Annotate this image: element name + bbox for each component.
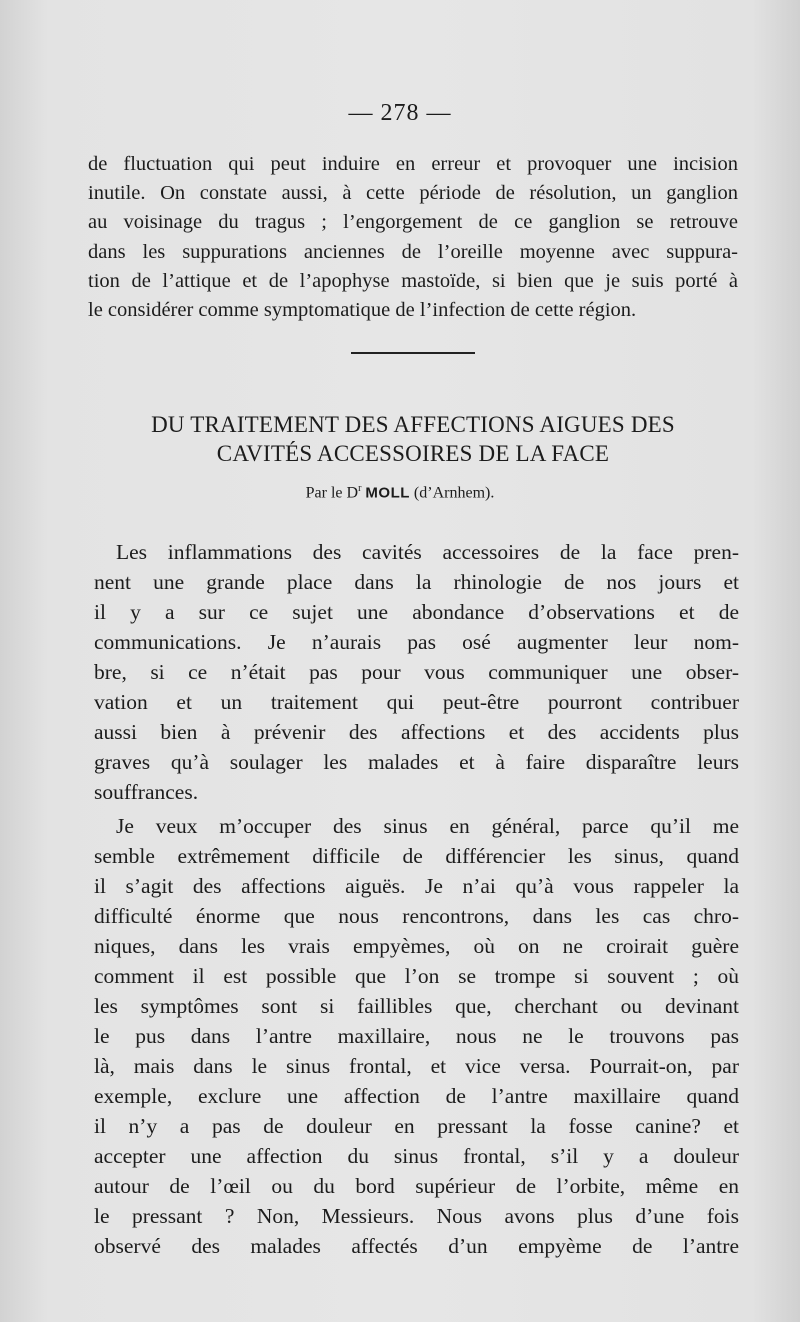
previous-paragraph [88, 150, 738, 325]
text-line: autour de l’œil ou du bord supérieur de l’orbite, même en [94, 1174, 739, 1198]
text-line: il y a sur ce sujet une abondance d’observations et de [94, 600, 739, 624]
author-name: MOLL [365, 484, 410, 502]
article-body [94, 537, 739, 1261]
text-line: bre, si ce n’était pas pour vous communiquer une obser- [94, 660, 739, 684]
text-line: tion de l’attique et de l’apophyse mastoïde, si bien que je suis porté à [88, 269, 738, 292]
text-line: exemple, exclure une affection de l’antre maxillaire quand [94, 1084, 739, 1108]
byline-prefix: Par le D [305, 484, 359, 502]
text-line: il s’agit des affections aiguës. Je n’ai qu’à vous rappeler la [94, 874, 739, 898]
author-affiliation: (d’Arnhem). [413, 484, 495, 502]
byline [0, 483, 800, 502]
text-line: communications. Je n’aurais pas osé augmenter leur nom- [94, 630, 739, 654]
text-line: le pressant ? Non, Messieurs. Nous avons plus d’une fois [94, 1204, 739, 1228]
text-line: souffrances. [94, 780, 199, 804]
text-line: les symptômes sont si faillibles que, cherchant ou devinant [94, 994, 739, 1018]
text-line: niques, dans les vrais empyèmes, où on ne croirait guère [94, 934, 739, 958]
text-line: Je veux m’occuper des sinus en général, parce qu’il me [116, 814, 739, 838]
text-line: aussi bien à prévenir des affections et des accidents plus [94, 720, 739, 744]
text-line: de fluctuation qui peut induire en erreur et provoquer une incision [88, 153, 738, 175]
text-line: là, mais dans le sinus frontal, et vice versa. Pourrait-on, par [94, 1054, 739, 1078]
text-line: Les inflammations des cavités accessoires de la face pren- [116, 540, 739, 564]
text-line: observé des malades affectés d’un empyème de l’antre [94, 1234, 739, 1258]
byline-title-superscript: r [358, 483, 362, 494]
text-line: difficulté énorme que nous rencontrons, dans les cas chro- [94, 904, 739, 928]
article-title-line-1: DU TRAITEMENT DES AFFECTIONS AIGUES DES [151, 412, 675, 437]
text-line: dans les suppurations anciennes de l’oreille moyenne avec suppura- [88, 240, 738, 263]
text-line: graves qu’à soulager les malades et à faire disparaître leurs [94, 750, 739, 774]
text-line: le considérer comme symptomatique de l’infection de cette région. [88, 299, 637, 322]
page-number: — 278 — [348, 100, 452, 126]
text-line: vation et un traitement qui peut-être pourront contribuer [94, 690, 739, 714]
text-line: inutile. On constate aussi, à cette période de résolution, un ganglion [88, 182, 738, 205]
text-line: le pus dans l’antre maxillaire, nous ne le trouvons pas [94, 1024, 739, 1048]
paragraph-2 [94, 811, 739, 1261]
text-line: il n’y a pas de douleur en pressant la fosse canine? et [94, 1114, 739, 1138]
article-title [88, 410, 738, 468]
text-line: semble extrêmement difficile de différencier les sinus, quand [94, 844, 739, 868]
section-divider [351, 352, 475, 354]
text-line: comment il est possible que l’on se trompe si souvent ; où [94, 964, 739, 988]
article-title-line-2: CAVITÉS ACCESSOIRES DE LA FACE [216, 441, 610, 466]
paragraph-1 [94, 537, 739, 807]
text-line: accepter une affection du sinus frontal, s’il y a douleur [94, 1144, 739, 1168]
text-line: au voisinage du tragus ; l’engorgement de ce ganglion se retrouve [88, 211, 738, 234]
text-line: nent une grande place dans la rhinologie de nos jours et [94, 570, 739, 594]
